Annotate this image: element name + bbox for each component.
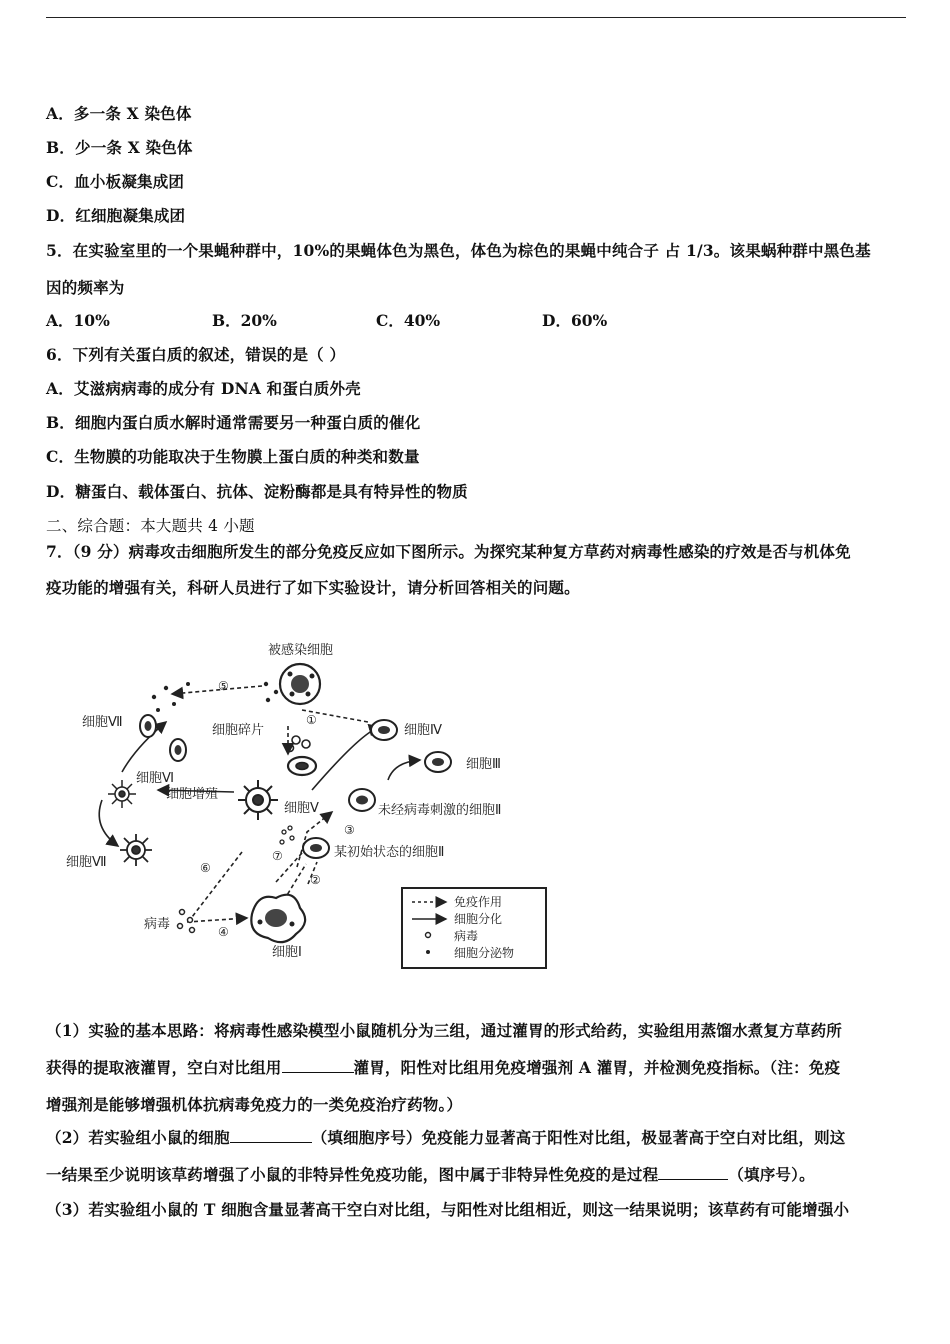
q6-stem: 6．下列有关蛋白质的叙述，错误的是（ ）	[46, 345, 346, 364]
q7-sub1-line2	[46, 1056, 840, 1078]
q7-sub3-line1: （3）若实验组小鼠的 T 细胞含量显著高干空白对比组，与阳性对比组相近，则这一结果说明；该草药有可能增强小	[46, 1200, 850, 1219]
q7-sub1-line3: 增强剂是能够增强机体抗病毒免疫力的一类免疫治疗药物。）	[46, 1095, 463, 1114]
label-num-2: ②	[310, 873, 321, 887]
q5-option-d: D．60%	[542, 311, 608, 330]
initial-cell-2-icon	[303, 838, 329, 858]
q6-option-c: C．生物膜的功能取决于生物膜上蛋白质的种类和数量	[46, 447, 420, 466]
answer-blank-process[interactable]	[658, 1165, 728, 1180]
diagram-legend	[402, 888, 546, 968]
label-num-6: ⑥	[200, 861, 211, 875]
label-cell-7a: 细胞Ⅶ	[82, 715, 123, 730]
q7-sub1-line1: （1）实验的基本思路：将病毒性感染模型小鼠随机分为三组，通过灌胃的形式给药，实验组用蒸馏水煮复方草药所	[46, 1021, 842, 1040]
path-virus-to-cell1	[187, 918, 247, 922]
label-num-3: ③	[344, 823, 355, 837]
cell-7b-icon	[120, 834, 152, 866]
q7-sub2-line1	[46, 1126, 846, 1148]
label-cell-4: 细胞Ⅳ	[404, 723, 442, 738]
cell-7a-icon	[140, 715, 186, 761]
infected-cell-icon	[280, 664, 320, 704]
q5-option-a: A．10%	[46, 311, 110, 330]
q7-sub2-line2	[46, 1163, 815, 1185]
cell-5-icon	[238, 780, 278, 820]
q7-stem-line2: 疫功能的增强有关，科研人员进行了如下实验设计，请分析回答相关的问题。	[46, 578, 580, 597]
immune-response-diagram	[62, 622, 552, 974]
label-cell-1: 细胞Ⅰ	[272, 945, 302, 960]
answer-blank-cell-number[interactable]	[230, 1128, 312, 1143]
arrow-to-cell4	[312, 727, 380, 790]
cell-6-icon	[108, 780, 136, 808]
q6-option-a: A．艾滋病病毒的成分有 DNA 和蛋白质外壳	[46, 379, 361, 398]
q7-sub2-line2-a: 一结果至少说明该草药增强了小鼠的非特异性免疫功能，图中属于非特异性免疫的是过程	[46, 1165, 659, 1184]
label-initial-cell-2: 某初始状态的细胞Ⅱ	[334, 845, 445, 860]
cell-4-icon	[371, 720, 397, 740]
q5-stem-line2: 因的频率为	[46, 278, 125, 297]
q4-option-c: C．血小板凝集成团	[46, 172, 185, 191]
arrow-to-cell3	[388, 760, 420, 780]
q7-sub2-line1-a: （2）若实验组小鼠的细胞	[46, 1128, 230, 1147]
label-infected-cell: 被感染细胞	[268, 643, 334, 658]
label-num-5: ⑤	[218, 679, 229, 693]
cell-3-icon	[425, 752, 451, 772]
legend-immune-action: 免疫作用	[454, 895, 503, 909]
label-cell-fragment: 细胞碎片	[212, 723, 265, 738]
arrow-to-cell7b	[99, 800, 118, 846]
q7-sub1-line2-b: 灌胃，阳性对比组用免疫增强剂 A 灌胃，并检测免疫指标。（注：免疫	[353, 1058, 841, 1077]
header-rule	[46, 17, 906, 18]
label-cell-7b: 细胞Ⅶ	[66, 855, 107, 870]
label-num-7: ⑦	[272, 849, 283, 863]
q7-stem-line1: 7．（9 分）病毒攻击细胞所发生的部分免疫反应如下图所示。为探究某种复方草药对病毒性感染的疗效是否与机体免	[46, 542, 851, 561]
section-heading: 二、综合题：本大题共 4 小题	[46, 517, 255, 535]
label-virus: 病毒	[144, 917, 171, 932]
virus-dots	[178, 910, 195, 933]
label-num-4: ④	[218, 925, 229, 939]
q5-option-c: C．40%	[376, 311, 441, 330]
legend-virus: 病毒	[454, 929, 479, 943]
unstimulated-cell-2-icon	[349, 789, 375, 811]
label-proliferation: 细胞增殖	[166, 787, 219, 802]
label-cell-5: 细胞Ⅴ	[284, 801, 319, 816]
label-unstimulated-cell-2: 未经病毒刺激的细胞Ⅱ	[378, 803, 502, 818]
label-cell-3: 细胞Ⅲ	[466, 757, 501, 772]
q5-stem-line1: 5．在实验室里的一个果蝇种群中，10%的果蝇体色为黑色，体色为棕色的果蝇中纯合子 占 1/3。该果蜗种群中黑色基	[46, 241, 871, 260]
q4-option-b: B．少一条 X 染色体	[46, 138, 193, 157]
q7-sub2-line1-b: （填细胞序号）免疫能力显著高于阳性对比组，极显著高于空白对比组，则这	[311, 1128, 846, 1147]
label-cell-6: 细胞Ⅵ	[136, 771, 174, 786]
legend-secretion: 细胞分泌物	[454, 946, 515, 960]
secretion-dots	[280, 826, 294, 844]
cell-fragment-icon	[287, 736, 317, 775]
path-5	[172, 686, 262, 694]
label-num-1: ①	[306, 713, 317, 727]
cell-1-icon	[251, 895, 305, 943]
answer-blank-control[interactable]	[282, 1058, 354, 1073]
q7-sub2-line2-b: （填序号）。	[728, 1165, 815, 1184]
q5-option-b: B．20%	[212, 311, 277, 330]
q7-sub1-line2-a: 获得的提取液灌胃，空白对比组用	[46, 1058, 282, 1077]
q4-option-d: D．红细胞凝集成团	[46, 206, 186, 225]
q6-option-b: B．细胞内蛋白质水解时通常需要另一种蛋白质的催化	[46, 413, 421, 432]
q6-option-d: D．糖蛋白、载体蛋白、抗体、淀粉酶都是具有特异性的物质	[46, 482, 468, 501]
q4-option-a: A．多一条 X 染色体	[46, 104, 192, 123]
legend-differentiation: 细胞分化	[454, 912, 503, 926]
